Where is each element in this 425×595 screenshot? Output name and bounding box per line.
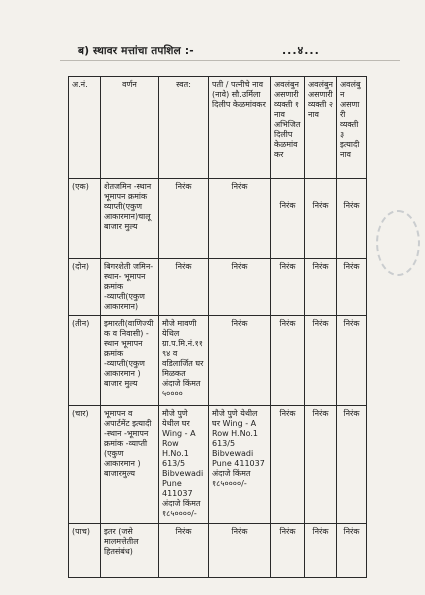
bleed-through-line (60, 60, 400, 61)
row-dependent-1-value: निरंक (271, 179, 305, 259)
row-dependent-2-value: निरंक (305, 259, 337, 316)
row-dependent-1-value: निरंक (271, 259, 305, 316)
row-dependent-1-value: निरंक (271, 316, 305, 406)
table-row (69, 524, 367, 578)
immovable-assets-table (68, 76, 367, 578)
row-dependent-2-value: निरंक (305, 406, 337, 524)
row-description: इतर (जसे मालमत्तेतील हितसंबंध) (101, 524, 159, 578)
row-number: (एक) (69, 179, 101, 259)
header-dependent-2: अवलंबुन असणारी व्यक्ती २ नाव (305, 77, 337, 179)
header-self: स्वत: (159, 77, 209, 179)
bleed-through-seal (376, 210, 420, 276)
row-spouse-value: निरंक (209, 316, 271, 406)
row-self-value: निरंक (159, 179, 209, 259)
row-self-value: मौजे मावणी येथिल ग्रा.प.मि.नं.११९४ व वडिलार्जित घर मिळकत अंदाजे किंमत ५०००० (159, 316, 209, 406)
row-description: इमारती(वाणिज्यीक व निवासी) - स्थान भूमापन क्रमांक -व्याप्ती(एकुण आकारमान ) बाजार मुल्य (101, 316, 159, 406)
row-description: शेतजमिन -स्थान भूमापन क्रमांक व्याप्ती(एकुण आकारमान)चालू बाजार मुल्य (101, 179, 159, 259)
row-dependent-2-value: निरंक (305, 524, 337, 578)
table-row (69, 406, 367, 524)
row-self-value: निरंक (159, 259, 209, 316)
row-number: (दोन) (69, 259, 101, 316)
header-serial: अ.नं. (69, 77, 101, 179)
row-dependent-3-value: निरंक (337, 406, 367, 524)
table-row (69, 316, 367, 406)
row-dependent-3-value: निरंक (337, 524, 367, 578)
row-description: बिगरशेती जमिन-स्थान- भूमापन क्रमांक -व्याप्ती(एकुण आकारमान) (101, 259, 159, 316)
row-spouse-value: निरंक (209, 259, 271, 316)
row-dependent-1-value: निरंक (271, 406, 305, 524)
header-dependent-3: अवलंबुन असणारी व्यक्ती ३ इत्यादी नाव (337, 77, 367, 179)
row-spouse-value: मौजे पुणे येथील घर Wing - A Row H.No.1 613/5 Bibvewadi Pune 411037 अंदाजे किंमत १८५००००/- (209, 406, 271, 524)
page-number: ...४... (282, 44, 320, 57)
header-description: वर्णन (101, 77, 159, 179)
row-spouse-value: निरंक (209, 524, 271, 578)
header-dependent-1: अवलंबुन असणारी व्यक्ती १ नाव अभिजित दिलीप केळमांवकर (271, 77, 305, 179)
section-heading: ब) स्थावर मत्तांचा तपशिल :- (78, 45, 194, 57)
row-number: (पाच) (69, 524, 101, 578)
row-description: भूमापन व अपार्टमेंट इत्यादी -स्थान -भूमापन क्रमांक -व्याप्ती (एकुण आकारमान ) बाजारमुल्य (101, 406, 159, 524)
table-row (69, 179, 367, 259)
table-row (69, 259, 367, 316)
row-dependent-3-value: निरंक (337, 259, 367, 316)
row-dependent-2-value: निरंक (305, 179, 337, 259)
header-row (69, 77, 367, 179)
row-self-value: मौजे पुणे येथील घर Wing - A Row H.No.1 613/5 Bibvewadi Pune 411037 अंदाजे किंमत १८५००००/- (159, 406, 209, 524)
row-self-value: निरंक (159, 524, 209, 578)
row-dependent-3-value: निरंक (337, 316, 367, 406)
row-dependent-2-value: निरंक (305, 316, 337, 406)
row-number: (चार) (69, 406, 101, 524)
row-dependent-1-value: निरंक (271, 524, 305, 578)
header-spouse: पती / पत्नीचे नाव (नावे) सौ.उर्मिला दिलीप केळमांवकर (209, 77, 271, 179)
row-number: (तीन) (69, 316, 101, 406)
row-spouse-value: निरंक (209, 179, 271, 259)
row-dependent-3-value: निरंक (337, 179, 367, 259)
